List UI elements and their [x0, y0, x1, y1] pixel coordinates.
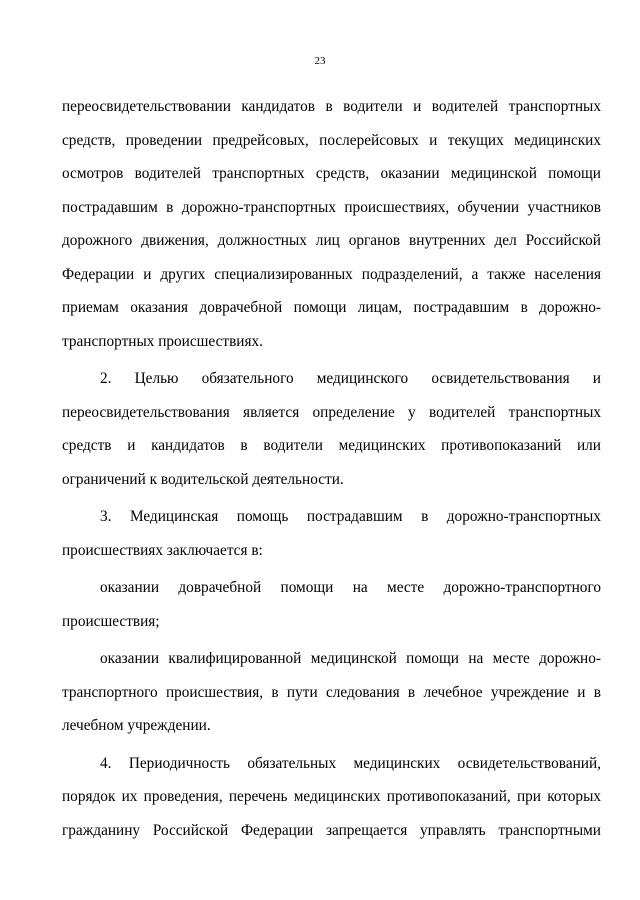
paragraph [62, 90, 601, 358]
document-body [62, 90, 601, 847]
paragraph [62, 362, 601, 496]
page-number: 23 [314, 55, 326, 67]
text-line: лечебном учреждении. [62, 717, 211, 734]
text-line: оказании квалифицированной медицинской помощи на месте дорожно- [100, 650, 601, 667]
paragraph [62, 500, 601, 567]
paragraph [62, 571, 601, 638]
text-line: ограничений к водительской деятельности. [62, 470, 344, 488]
text-line: происшествия; [62, 612, 160, 630]
text-line: средств и кандидатов в водители медицинских противопоказаний или [62, 437, 601, 454]
text-line: 4. Периодичность обязательных медицинских освидетельствований, [100, 754, 601, 772]
text-line: приемам оказания доврачебной помощи лицам, пострадавшим в дорожно- [62, 299, 601, 316]
text-line: 3. Медицинская помощь пострадавшим в дорожно-транспортных [100, 508, 601, 525]
paragraph [62, 642, 601, 743]
text-line: гражданину Российской Федерации запрещается управлять транспортными [62, 821, 601, 839]
text-line: происшествиях заключается в: [62, 541, 263, 559]
text-line: транспортного происшествия, в пути следования в лечебное учреждение и в [62, 683, 601, 701]
text-line: пострадавшим в дорожно-транспортных происшествиях, обучении участников [62, 198, 601, 216]
text-line: 2. Целью обязательного медицинского освидетельствования и [100, 370, 601, 387]
text-line: переосвидетельствования является определение у водителей транспортных [62, 403, 601, 421]
text-line: осмотров водителей транспортных средств, оказании медицинской помощи [62, 165, 601, 182]
paragraph [62, 747, 601, 848]
text-line: оказании доврачебной помощи на месте дорожно-транспортного [100, 579, 601, 596]
text-line: порядок их проведения, перечень медицинских противопоказаний, при которых [62, 788, 601, 805]
text-line: Федерации и других специализированных подразделений, а также населения [62, 265, 601, 283]
text-line: транспортных происшествиях. [62, 332, 263, 350]
text-line: дорожного движения, должностных лиц органов внутренних дел Российской [62, 232, 601, 249]
text-line: средств, проведении предрейсовых, послерейсовых и текущих медицинских [62, 131, 601, 149]
text-line: переосвидетельствовании кандидатов в водители и водителей транспортных [62, 98, 601, 115]
